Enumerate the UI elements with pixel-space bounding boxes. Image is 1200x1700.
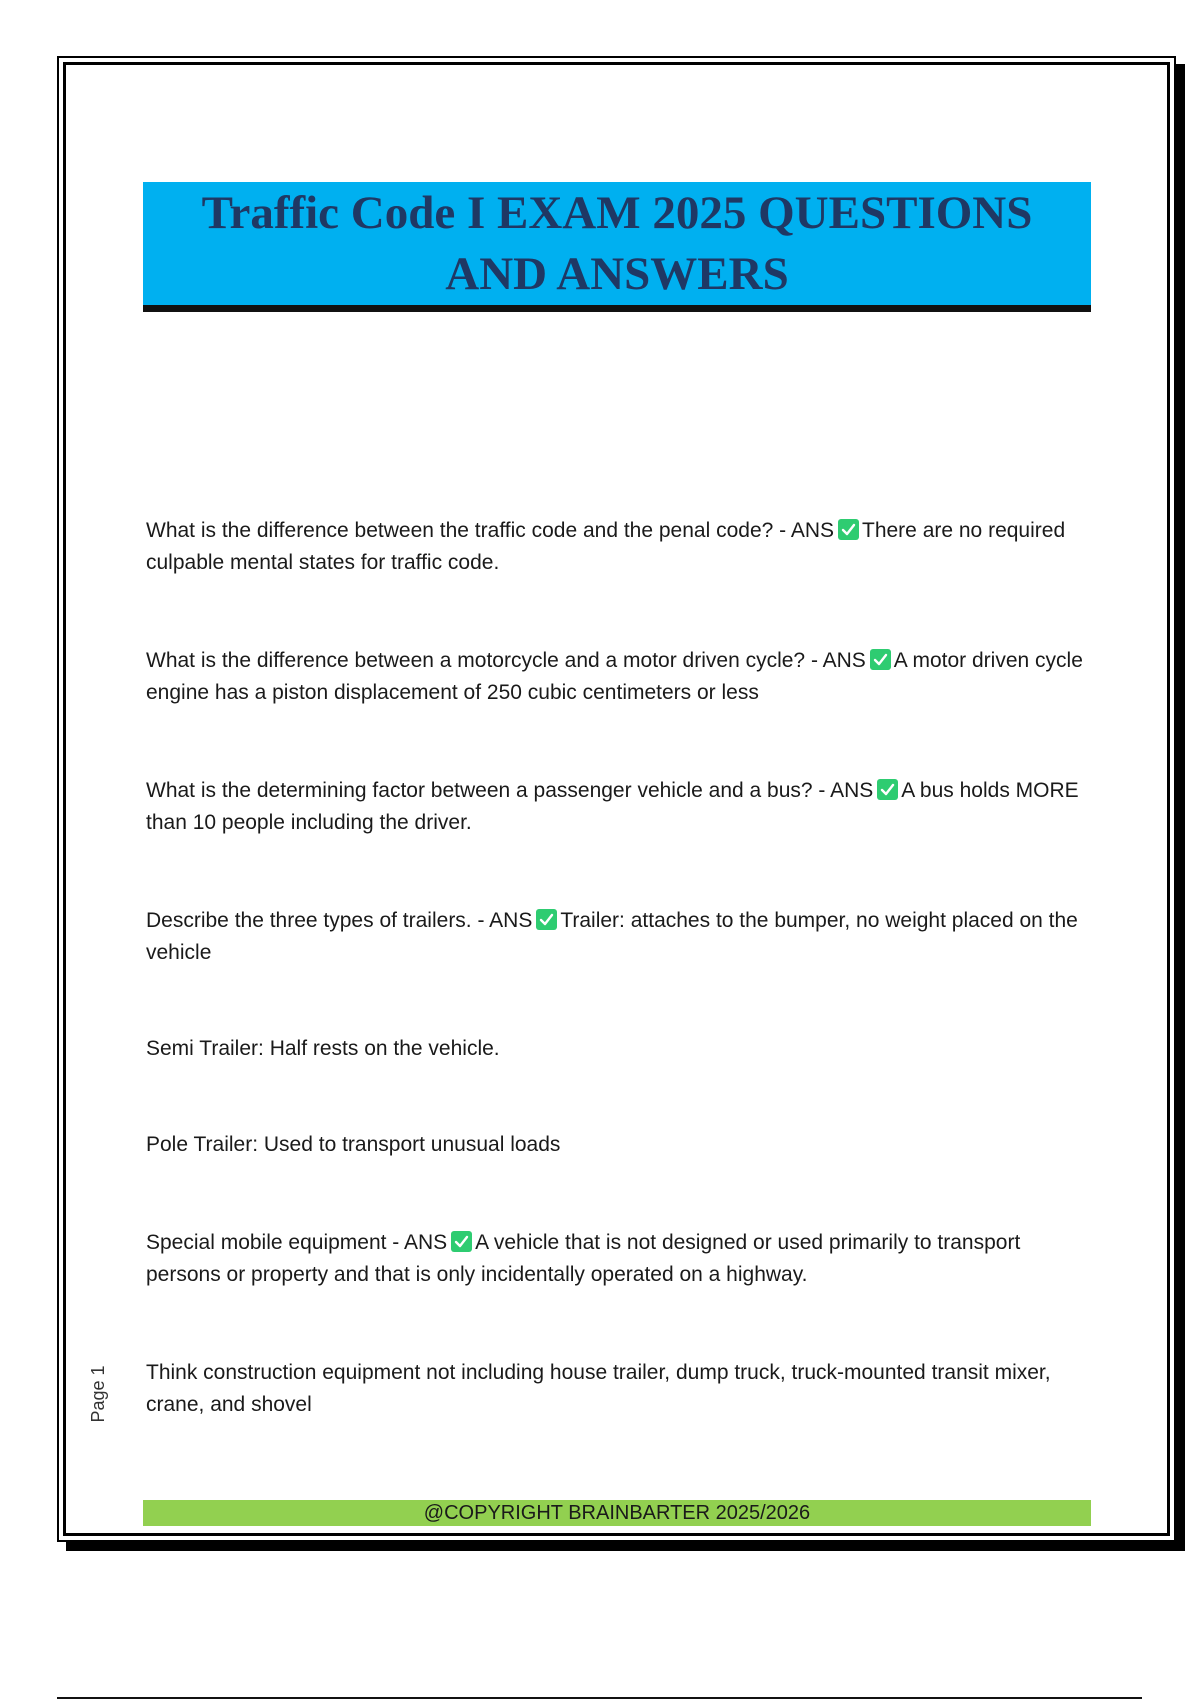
qa-entry-4 <box>146 905 1086 969</box>
qa-entry-3 <box>146 775 1086 839</box>
question-text: What is the determining factor between a passenger vehicle and a bus? - ANS <box>146 779 874 802</box>
copyright-text: @COPYRIGHT BRAINBARTER 2025/2026 <box>423 1501 811 1524</box>
answer-text: A bus holds MORE than 10 people including the driver. <box>146 779 1079 834</box>
question-text: Describe the three types of trailers. - ANS <box>146 909 533 932</box>
qa-entry-1 <box>146 515 1086 579</box>
green-checkmark-icon <box>838 519 859 540</box>
question-text: What is the difference between a motorcycle and a motor driven cycle? - ANS <box>146 649 866 672</box>
answer-text: A motor driven cycle engine has a piston displacement of 250 cubic centimeters or less <box>146 649 1083 704</box>
pole-trailer-paragraph: Pole Trailer: Used to transport unusual loads <box>146 1133 561 1156</box>
qa-entry-2 <box>146 645 1086 709</box>
title-banner <box>143 182 1091 312</box>
answer-text: A vehicle that is not designed or used primarily to transport persons or property and that is only incidentally operated on a highway. <box>146 1231 1021 1286</box>
page-number: 1 <box>87 1365 108 1376</box>
answer-text: There are no required culpable mental states for traffic code. <box>146 519 1066 574</box>
semi-trailer-paragraph: Semi Trailer: Half rests on the vehicle. <box>146 1037 500 1060</box>
green-checkmark-icon <box>451 1231 472 1252</box>
bottom-rule <box>57 1697 1142 1699</box>
answer-text: Trailer: attaches to the bumper, no weight placed on the vehicle <box>146 909 1078 964</box>
page-number-label <box>84 1354 112 1434</box>
question-text: What is the difference between the traffic code and the penal code? - ANS <box>146 519 834 542</box>
question-text: Special mobile equipment - ANS <box>146 1231 448 1254</box>
green-checkmark-icon <box>877 779 898 800</box>
document-title <box>182 183 1052 305</box>
title-line-1: Traffic Code I EXAM 2025 QUESTIONS <box>201 186 1033 239</box>
footer-bar <box>143 1500 1091 1526</box>
closing-paragraph: Think construction equipment not including house trailer, dump truck, truck-mounted transit mixer, crane, and shovel <box>146 1361 1051 1416</box>
green-checkmark-icon <box>870 649 891 670</box>
qa-entry-special-mobile-equipment <box>146 1227 1086 1291</box>
qa-content <box>146 515 1086 1421</box>
page-word: Page <box>87 1380 108 1423</box>
green-checkmark-icon <box>536 909 557 930</box>
title-line-2: AND ANSWERS <box>445 247 789 300</box>
